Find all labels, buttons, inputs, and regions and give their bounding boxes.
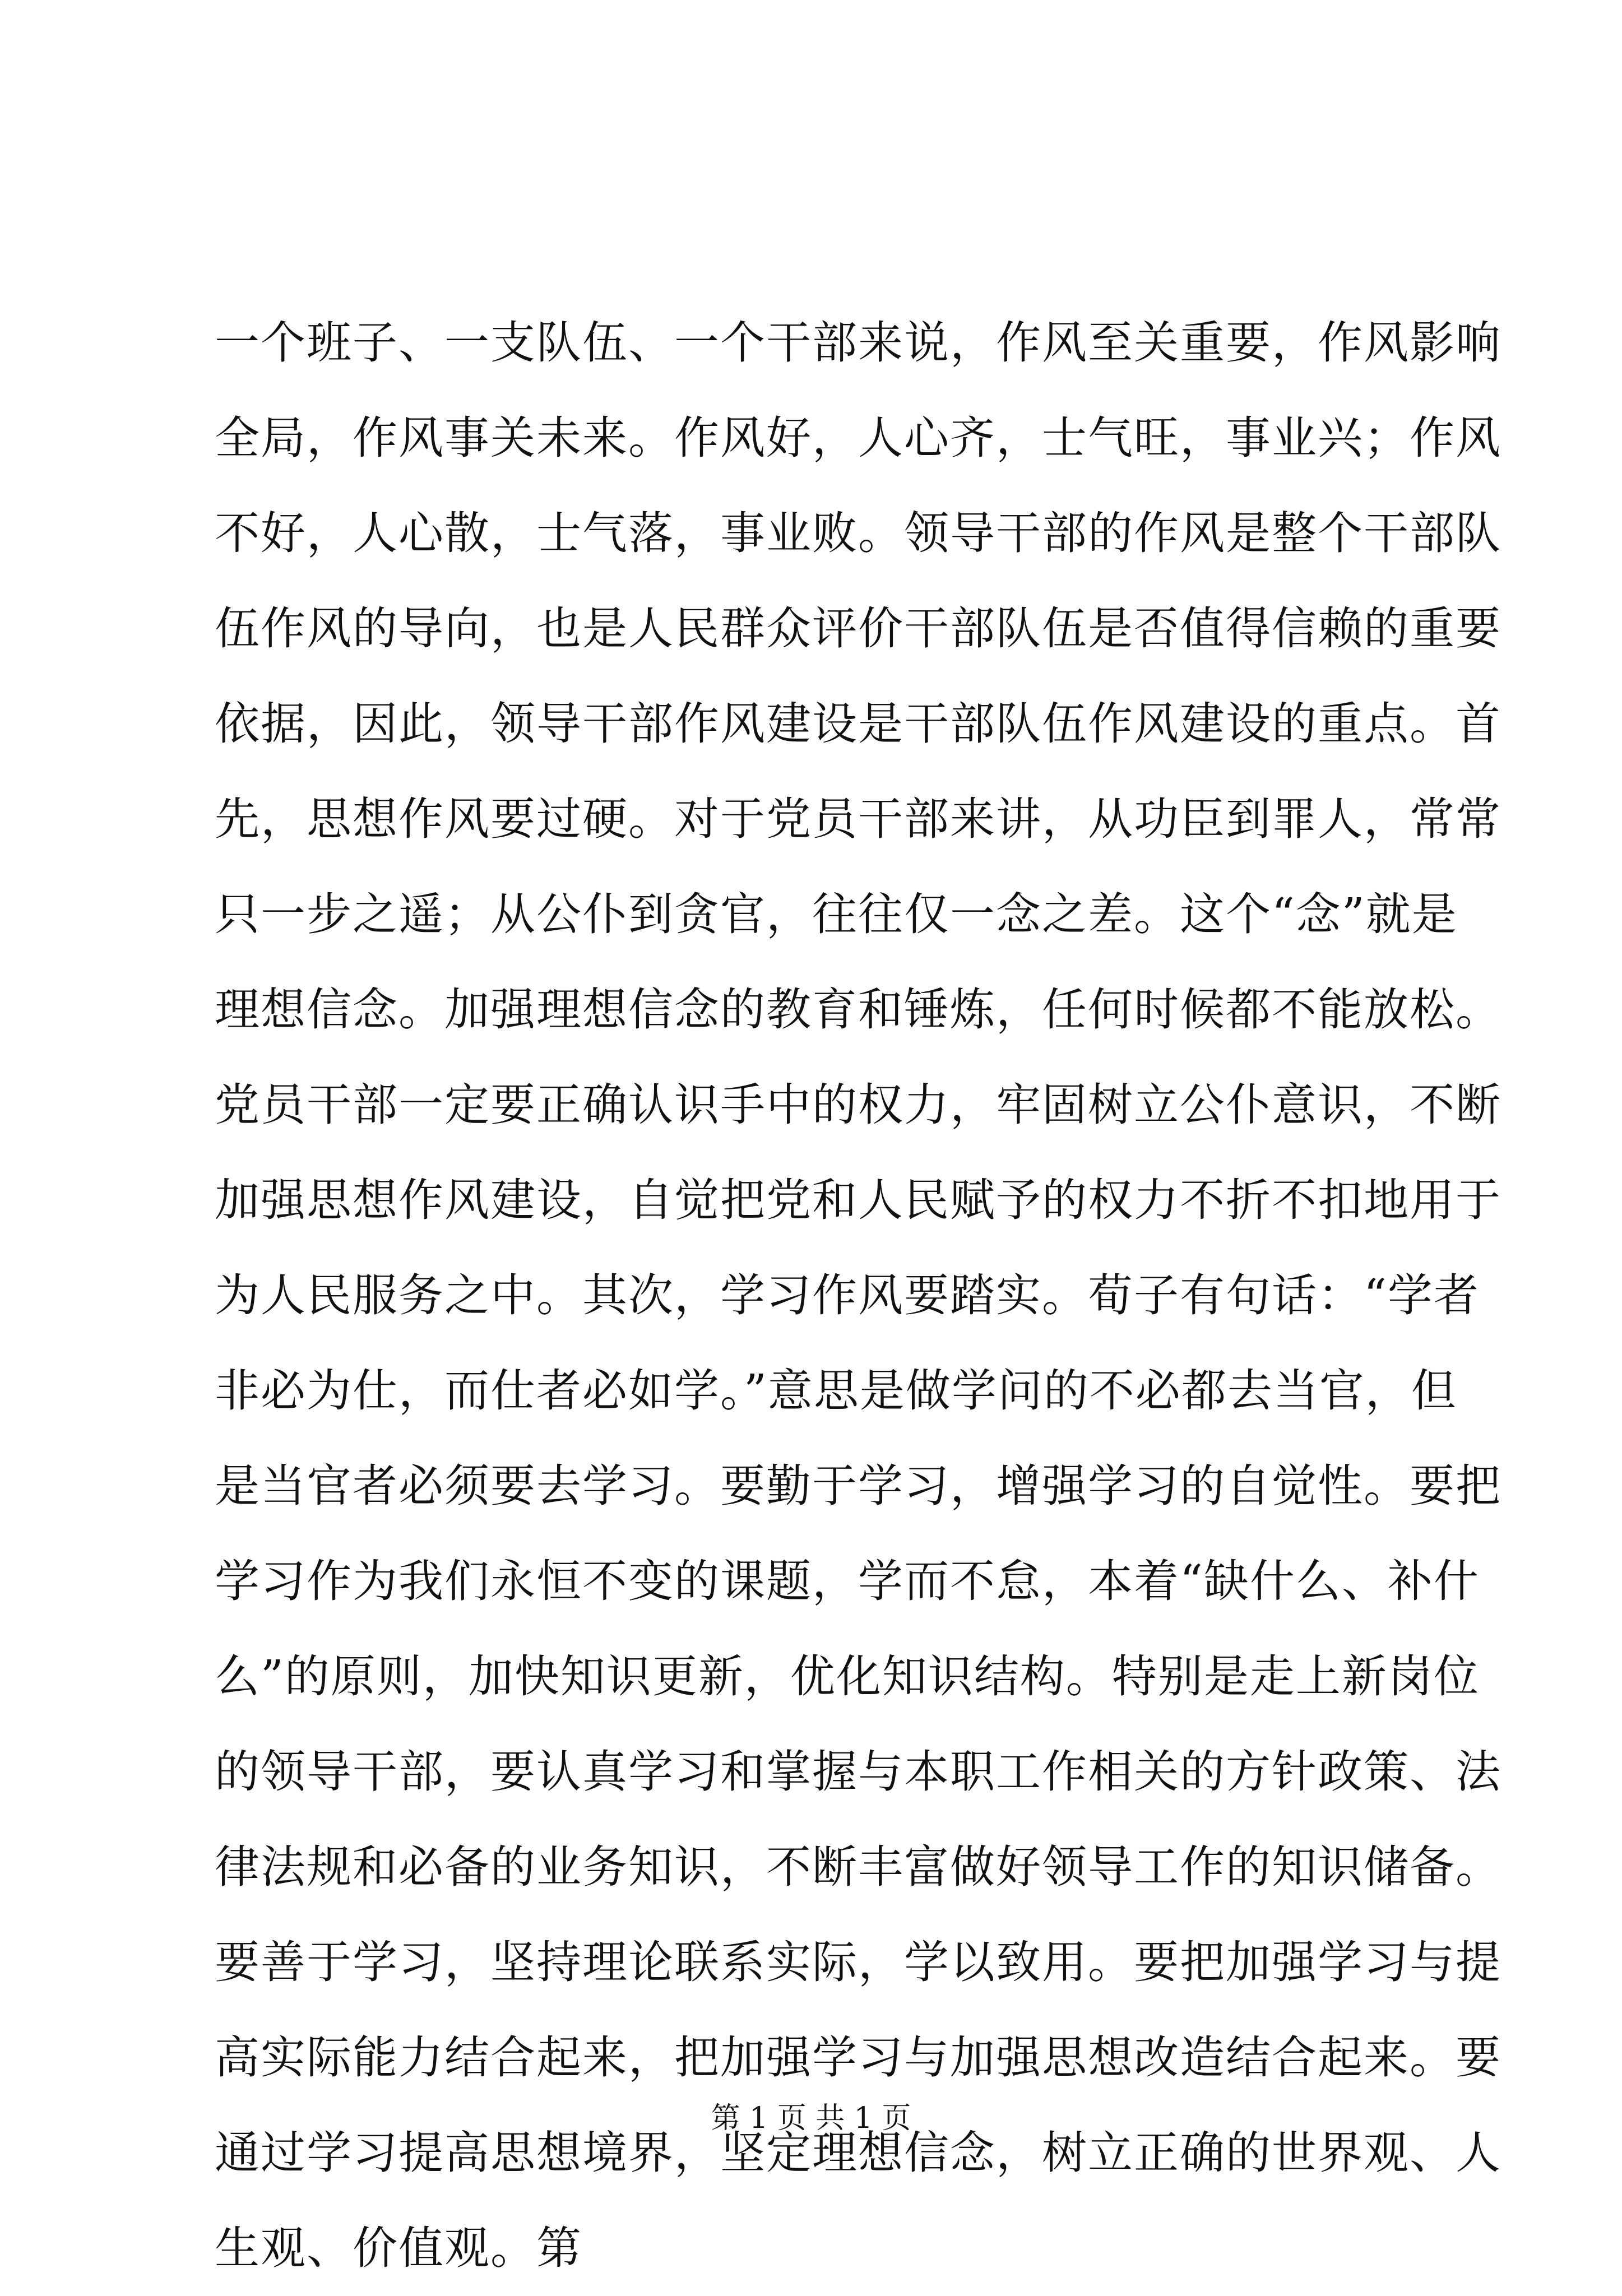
text-line: 是当官者必须要去学习。要勤于学习，增强学习的自觉性。要把	[215, 1460, 1501, 1512]
text-line: 学习作为我们永恒不变的课题，学而不怠，本着“缺什么、补什	[215, 1555, 1480, 1607]
text-line: 通过学习提高思想境界，坚定理想信念，树立正确的世界观、人	[215, 2127, 1501, 2179]
text-line: 为人民服务之中。其次，学习作风要踏实。荀子有句话：“学者	[215, 1269, 1480, 1321]
text-line: 律法规和必备的业务知识，不断丰富做好领导工作的知识储备。	[215, 1841, 1501, 1893]
text-line: 伍作风的导向，也是人民群众评价干部队伍是否值得信赖的重要	[215, 602, 1501, 655]
text-line: 不好，人心散，士气落，事业败。领导干部的作风是整个干部队	[215, 507, 1501, 559]
text-line: 只一步之遥；从公仆到贪官，往往仅一念之差。这个“念”就是	[215, 888, 1458, 940]
text-line: 要善于学习，坚持理论联系实际，学以致用。要把加强学习与提	[215, 1936, 1501, 1988]
page-footer	[0, 2096, 1622, 2141]
text-line: 高实际能力结合起来，把加强学习与加强思想改造结合起来。要	[215, 2031, 1501, 2084]
text-line: 一个班子、一支队伍、一个干部来说，作风至关重要，作风影响	[215, 317, 1501, 369]
text-line: 生观、价值观。第	[215, 2222, 582, 2274]
body-text	[215, 295, 1501, 2296]
text-line: 非必为仕，而仕者必如学。”意思是做学问的不必都去当官，但	[215, 1365, 1457, 1417]
text-line: 的领导干部，要认真学习和掌握与本职工作相关的方针政策、法	[215, 1746, 1501, 1798]
text-line: 加强思想作风建设，自觉把党和人民赋予的权力不折不扣地用于	[215, 1174, 1501, 1226]
text-line: 依据，因此，领导干部作风建设是干部队伍作风建设的重点。首	[215, 698, 1501, 750]
text-line: 么”的原则，加快知识更新，优化知识结构。特别是走上新岗位	[215, 1650, 1480, 1703]
text-line: 全局，作风事关未来。作风好，人心齐，士气旺，事业兴；作风	[215, 412, 1501, 464]
text-line: 党员干部一定要正确认识手中的权力，牢固树立公仆意识，不断	[215, 1079, 1501, 1131]
page-number-label: 第 1 页 共 1 页	[711, 2102, 911, 2135]
text-line: 先，思想作风要过硬。对于党员干部来讲，从功臣到罪人，常常	[215, 793, 1501, 845]
text-line: 理想信念。加强理想信念的教育和锤炼，任何时候都不能放松。	[215, 984, 1501, 1036]
